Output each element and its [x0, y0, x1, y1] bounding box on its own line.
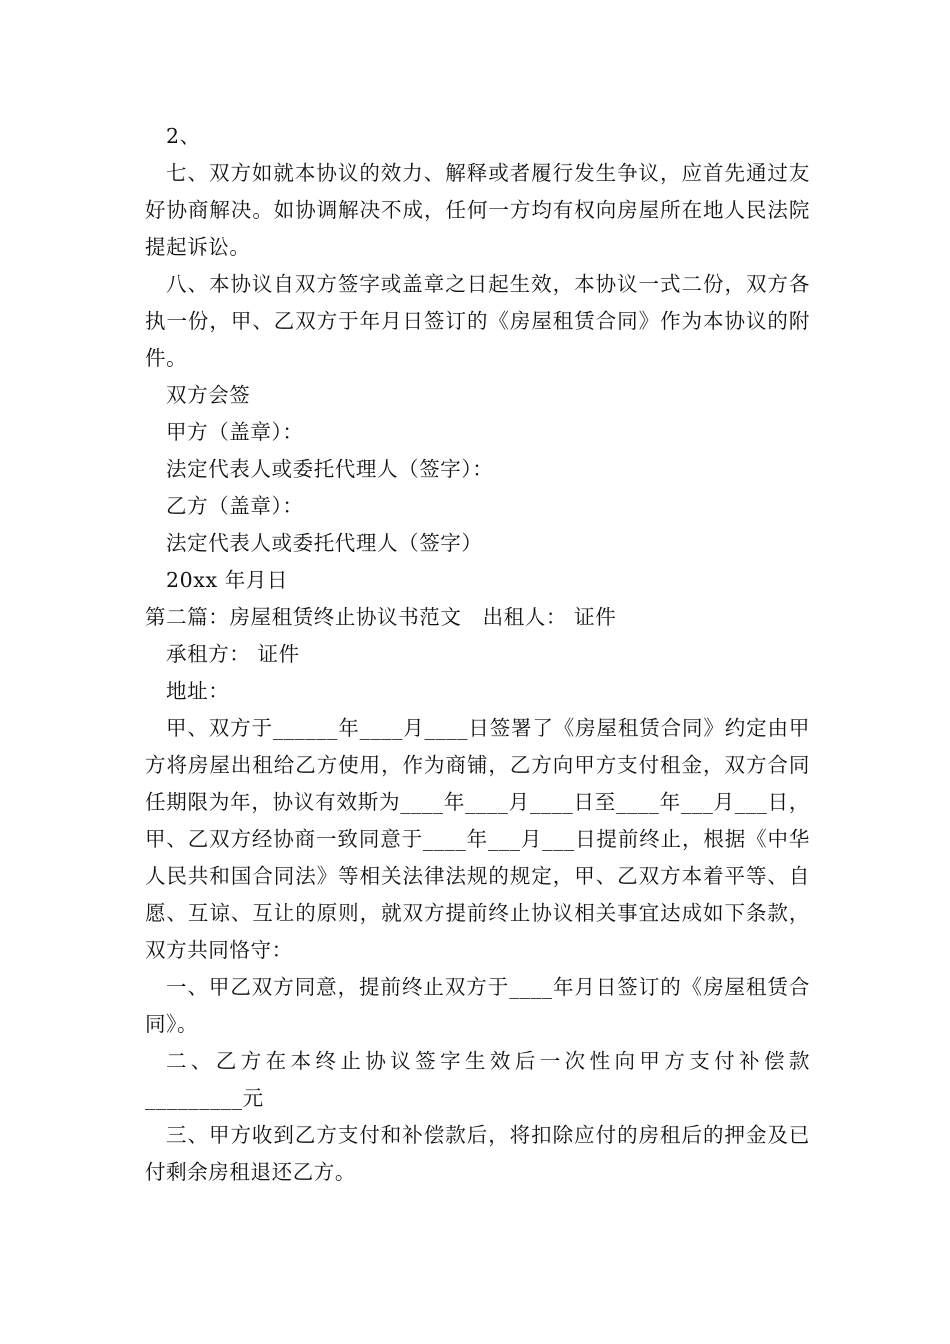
clause-7: 七、双方如就本协议的效力、解释或者履行发生争议，应首先通过友好协商解决。如协调解决不成，任何一方均有权向房屋所在地人民法院提起诉讼。 — [145, 161, 810, 259]
clause-8: 八、本协议自双方签字或盖章之日起生效，本协议一式二份，双方各执一份，甲、乙双方于年月日签订的《房屋租赁合同》作为本协议的附件。 — [145, 272, 810, 370]
termination-clause-3: 三、甲方收到乙方支付和补偿款后，将扣除应付的房租后的押金及已付剩余房租退还乙方。 — [145, 1123, 810, 1184]
lessee-line: 承租方： 证件 — [166, 642, 300, 666]
part-two-title: 第二篇：房屋租赁终止协议书范文 出租人： 证件 — [145, 605, 617, 629]
termination-clause-1: 一、甲乙双方同意，提前终止双方于____年月日签订的《房屋租赁合同》。 — [145, 975, 810, 1036]
party-a-seal: 甲方（盖章）： — [166, 420, 304, 444]
party-b-seal: 乙方（盖章）： — [166, 494, 304, 518]
signing-date: 20xx 年月日 — [166, 568, 289, 592]
party-b-representative: 法定代表人或委托代理人（签字） — [166, 531, 483, 555]
termination-intro: 甲、双方于______年____月____日签署了《房屋租赁合同》约定由甲方将房屋出租给乙方使用，作为商铺，乙方向甲方支付租金，双方合同任期限为年，协议有效斯为____年____月____日至____年___月___日，甲、乙双方经协商一致同意于____年___月___日提前终止，根据《中华人民共和国合同法》等相关法律法规的规定，甲、乙双方本着平等、自愿、互谅、互让的原则，就双方提前终止协议相关事宜达成如下条款，双方共同恪守： — [145, 716, 810, 962]
signature-heading: 双方会签 — [166, 383, 251, 407]
address-line: 地址： — [166, 679, 230, 703]
termination-clause-2: 二、乙方在本终止协议签字生效后一次性向甲方支付补偿款_________元 — [145, 1049, 810, 1110]
document-body — [145, 118, 810, 1191]
party-a-representative: 法定代表人或委托代理人（签字）： — [166, 457, 494, 481]
item-2-fragment: 2、 — [166, 124, 201, 148]
